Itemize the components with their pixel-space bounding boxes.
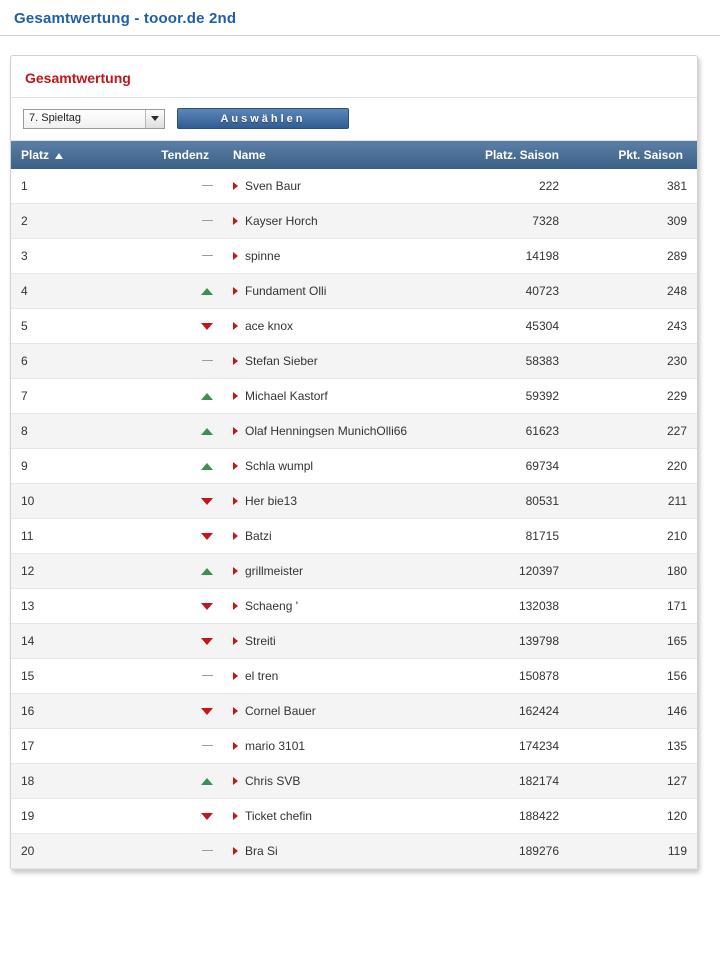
cell-rank: 11 [11,519,103,554]
table-body [11,169,697,869]
player-name-link[interactable]: Schla wumpl [245,459,314,473]
cell-trend [103,379,223,414]
name-cell-wrapper [233,354,419,368]
name-cell-wrapper [233,634,419,648]
cell-rank-season: 45304 [429,309,569,344]
trend-up-icon [201,288,213,295]
cell-points-season: 381 [569,169,697,204]
table-row [11,799,697,834]
cell-rank-season: 59392 [429,379,569,414]
cell-rank-season: 188422 [429,799,569,834]
table-row [11,834,697,869]
name-cell-wrapper [233,319,419,333]
cell-rank-season: 40723 [429,274,569,309]
leaderboard-table [11,141,697,869]
cell-rank-season: 150878 [429,659,569,694]
cell-trend [103,239,223,274]
cell-name [223,274,429,309]
cell-name [223,484,429,519]
cell-name [223,554,429,589]
trend-down-icon [201,533,213,540]
cell-name [223,414,429,449]
arrow-right-icon [233,742,238,750]
table-row [11,764,697,799]
name-cell-wrapper [233,249,419,263]
table-row [11,274,697,309]
cell-rank-season: 182174 [429,764,569,799]
trend-down-icon [201,603,213,610]
filter-controls [11,98,697,141]
cell-rank: 17 [11,729,103,764]
cell-trend [103,589,223,624]
player-name-link[interactable]: Stefan Sieber [245,354,318,368]
cell-trend [103,204,223,239]
trend-up-icon [201,393,213,400]
cell-rank: 7 [11,379,103,414]
cell-points-season: 119 [569,834,697,869]
cell-trend [103,169,223,204]
cell-trend [103,344,223,379]
cell-name [223,694,429,729]
name-cell-wrapper [233,844,419,858]
trend-up-icon [201,568,213,575]
name-cell-wrapper [233,739,419,753]
cell-rank: 4 [11,274,103,309]
table-row [11,554,697,589]
cell-rank: 16 [11,694,103,729]
panel-title: Gesamtwertung [25,70,131,86]
cell-trend [103,834,223,869]
player-name-link[interactable]: Chris SVB [245,774,301,788]
cell-points-season: 248 [569,274,697,309]
table-row [11,344,697,379]
player-name-link[interactable]: Fundament Olli [245,284,327,298]
name-cell-wrapper [233,704,419,718]
player-name-link[interactable]: Streiti [245,634,276,648]
column-header-points-season[interactable]: Pkt. Saison [569,141,697,169]
cell-points-season: 120 [569,799,697,834]
cell-name [223,519,429,554]
trend-up-icon [201,428,213,435]
cell-points-season: 243 [569,309,697,344]
chevron-down-icon[interactable] [145,110,164,128]
cell-trend [103,554,223,589]
cell-trend [103,309,223,344]
cell-name [223,379,429,414]
table-row [11,414,697,449]
trend-up-icon [201,778,213,785]
trend-neutral-icon [202,255,213,256]
name-cell-wrapper [233,494,419,508]
name-cell-wrapper [233,389,419,403]
player-name-link[interactable]: ace knox [245,319,294,333]
cell-name [223,169,429,204]
name-cell-wrapper [233,774,419,788]
cell-points-season: 156 [569,659,697,694]
cell-name [223,449,429,484]
cell-rank-season: 7328 [429,204,569,239]
cell-rank: 15 [11,659,103,694]
cell-rank: 20 [11,834,103,869]
arrow-right-icon [233,847,238,855]
name-cell-wrapper [233,599,419,613]
cell-rank: 18 [11,764,103,799]
cell-name [223,729,429,764]
name-cell-wrapper [233,284,419,298]
table-row [11,379,697,414]
cell-trend [103,519,223,554]
player-name-link[interactable]: Batzi [245,529,272,543]
cell-name [223,659,429,694]
trend-neutral-icon [202,360,213,361]
arrow-right-icon [233,357,238,365]
cell-rank-season: 80531 [429,484,569,519]
trend-down-icon [201,813,213,820]
trend-down-icon [201,323,213,330]
select-submit-button[interactable]: Auswählen [177,108,349,129]
arrow-right-icon [233,637,238,645]
arrow-right-icon [233,672,238,680]
cell-trend [103,274,223,309]
cell-points-season: 229 [569,379,697,414]
title-divider [0,35,720,36]
player-name-link[interactable]: el tren [245,669,279,683]
cell-name [223,624,429,659]
arrow-right-icon [233,777,238,785]
name-cell-wrapper [233,809,419,823]
player-name-link[interactable]: Olaf Henningsen MunichOlli66 [245,424,408,438]
cell-rank: 2 [11,204,103,239]
cell-rank-season: 58383 [429,344,569,379]
cell-points-season: 210 [569,519,697,554]
cell-trend [103,799,223,834]
arrow-right-icon [233,497,238,505]
arrow-right-icon [233,217,238,225]
cell-name [223,309,429,344]
player-name-link[interactable]: Her bie13 [245,494,298,508]
cell-name [223,344,429,379]
trend-neutral-icon [202,220,213,221]
table-row [11,519,697,554]
table-row [11,204,697,239]
arrow-right-icon [233,322,238,330]
cell-trend [103,694,223,729]
cell-trend [103,659,223,694]
table-row [11,449,697,484]
cell-points-season: 220 [569,449,697,484]
column-header-name[interactable]: Name [223,141,429,169]
cell-points-season: 135 [569,729,697,764]
name-cell-wrapper [233,564,419,578]
trend-neutral-icon [202,185,213,186]
cell-rank: 1 [11,169,103,204]
cell-name [223,589,429,624]
sort-ascending-icon [55,153,63,159]
cell-trend [103,414,223,449]
column-header-rank-season[interactable]: Platz. Saison [429,141,569,169]
cell-points-season: 165 [569,624,697,659]
cell-rank-season: 132038 [429,589,569,624]
name-cell-wrapper [233,529,419,543]
page-title: Gesamtwertung - tooor.de 2nd [14,10,237,27]
player-name-link[interactable]: spinne [245,249,281,263]
cell-rank-season: 189276 [429,834,569,869]
player-name-link[interactable]: Schaeng ' [245,599,298,613]
table-header [11,141,697,169]
player-name-link[interactable]: Kayser Horch [245,214,318,228]
player-name-link[interactable]: Ticket chefin [245,809,312,823]
cell-points-season: 180 [569,554,697,589]
arrow-right-icon [233,812,238,820]
arrow-right-icon [233,567,238,575]
cell-trend [103,729,223,764]
table-row [11,624,697,659]
arrow-right-icon [233,427,238,435]
table-row [11,589,697,624]
trend-down-icon [201,708,213,715]
table-row [11,239,697,274]
cell-rank: 14 [11,624,103,659]
table-row [11,659,697,694]
player-name-link[interactable]: mario 3101 [245,739,306,753]
cell-points-season: 289 [569,239,697,274]
cell-name [223,239,429,274]
cell-points-season: 146 [569,694,697,729]
cell-points-season: 309 [569,204,697,239]
cell-rank: 3 [11,239,103,274]
player-name-link[interactable]: Cornel Bauer [245,704,316,718]
cell-rank-season: 174234 [429,729,569,764]
cell-trend [103,484,223,519]
matchday-select[interactable] [23,109,165,129]
column-header-rank[interactable] [11,141,103,169]
arrow-right-icon [233,707,238,715]
cell-rank: 9 [11,449,103,484]
table-row [11,309,697,344]
cell-rank: 13 [11,589,103,624]
player-name-link[interactable]: Michael Kastorf [245,389,328,403]
cell-points-season: 211 [569,484,697,519]
cell-rank: 19 [11,799,103,834]
cell-points-season: 127 [569,764,697,799]
cell-name [223,764,429,799]
arrow-right-icon [233,287,238,295]
trend-neutral-icon [202,745,213,746]
cell-rank: 5 [11,309,103,344]
cell-points-season: 230 [569,344,697,379]
trend-up-icon [201,463,213,470]
cell-rank-season: 81715 [429,519,569,554]
trend-down-icon [201,638,213,645]
cell-rank-season: 120397 [429,554,569,589]
trend-neutral-icon [202,675,213,676]
cell-points-season: 227 [569,414,697,449]
cell-rank-season: 162424 [429,694,569,729]
cell-rank-season: 69734 [429,449,569,484]
cell-rank-season: 222 [429,169,569,204]
arrow-right-icon [233,182,238,190]
player-name-link[interactable]: Sven Baur [245,179,302,193]
caret-down-shape [151,116,159,121]
arrow-right-icon [233,252,238,260]
name-cell-wrapper [233,179,419,193]
cell-trend [103,624,223,659]
player-name-link[interactable]: grillmeister [245,564,304,578]
player-name-link[interactable]: Bra Si [245,844,278,858]
arrow-right-icon [233,392,238,400]
cell-rank-season: 14198 [429,239,569,274]
matchday-select-value: 7. Spieltag [29,111,81,124]
cell-trend [103,449,223,484]
name-cell-wrapper [233,214,419,228]
name-cell-wrapper [233,669,419,683]
cell-rank-season: 139798 [429,624,569,659]
cell-name [223,834,429,869]
arrow-right-icon [233,532,238,540]
cell-points-season: 171 [569,589,697,624]
name-cell-wrapper [233,459,419,473]
cell-name [223,204,429,239]
column-header-trend[interactable]: Tendenz [103,141,223,169]
cell-rank-season: 61623 [429,414,569,449]
table-row [11,694,697,729]
cell-rank: 10 [11,484,103,519]
arrow-right-icon [233,462,238,470]
cell-rank: 6 [11,344,103,379]
leaderboard-panel [10,55,698,870]
trend-neutral-icon [202,850,213,851]
table-row [11,484,697,519]
trend-down-icon [201,498,213,505]
cell-name [223,799,429,834]
cell-trend [103,764,223,799]
name-cell-wrapper [233,424,419,438]
cell-rank: 8 [11,414,103,449]
table-row [11,729,697,764]
table-header-row [11,141,697,169]
cell-rank: 12 [11,554,103,589]
column-header-rank-label: Platz [21,148,50,162]
table-row [11,169,697,204]
arrow-right-icon [233,602,238,610]
